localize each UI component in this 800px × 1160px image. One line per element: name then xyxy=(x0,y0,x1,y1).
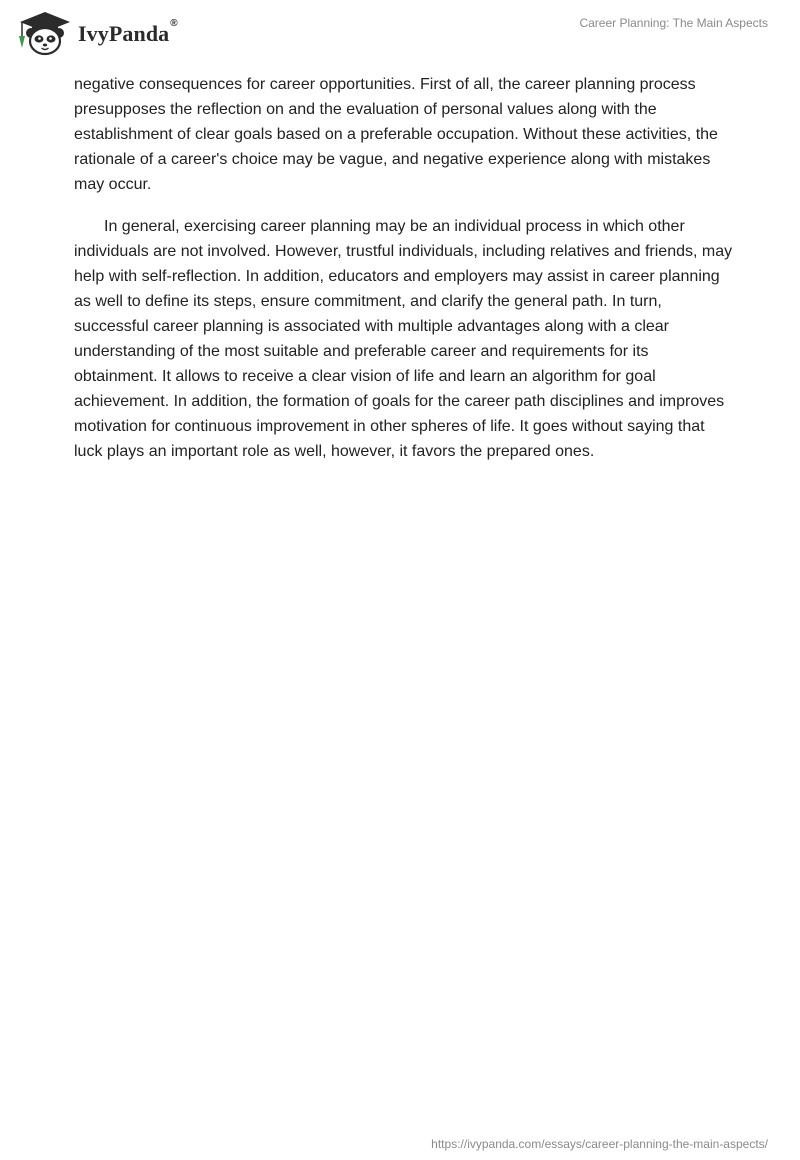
essay-body xyxy=(74,72,734,481)
page-header xyxy=(0,0,800,70)
paragraph: In general, exercising career planning may be an individual process in which other individuals are not involved. However, trustful individuals, including relatives and friends, may help with self-reflection. In addition, educators and employers may assist in career planning as well to define its steps, ensure commitment, and clarify the general path. In turn, successful career planning is associated with multiple advantages along with a clear understanding of the most suitable and preferable career and requirements for its obtainment. It allows to receive a clear vision of life and learn an algorithm for goal achievement. In addition, the formation of goals for the career path disciplines and improves motivation for continuous improvement in other spheres of life. It goes without saying that luck plays an important role as well, however, it favors the prepared ones. xyxy=(74,218,733,460)
paragraph: negative consequences for career opportunities. First of all, the career planning process presupposes the reflection on and the evaluation of personal values along with the establishment of clear goals based on a preferable occupation. Without these activities, the rationale of a career's choice may be vague, and negative experience along with mistakes may occur. xyxy=(74,76,718,193)
brand-name: IvyPanda® xyxy=(78,18,178,46)
ivypanda-logo[interactable] xyxy=(14,8,178,58)
document-title: Career Planning: The Main Aspects xyxy=(579,16,768,30)
source-url[interactable]: https://ivypanda.com/essays/career-planning-the-main-aspects/ xyxy=(431,1137,768,1151)
panda-graduate-icon xyxy=(14,8,76,58)
